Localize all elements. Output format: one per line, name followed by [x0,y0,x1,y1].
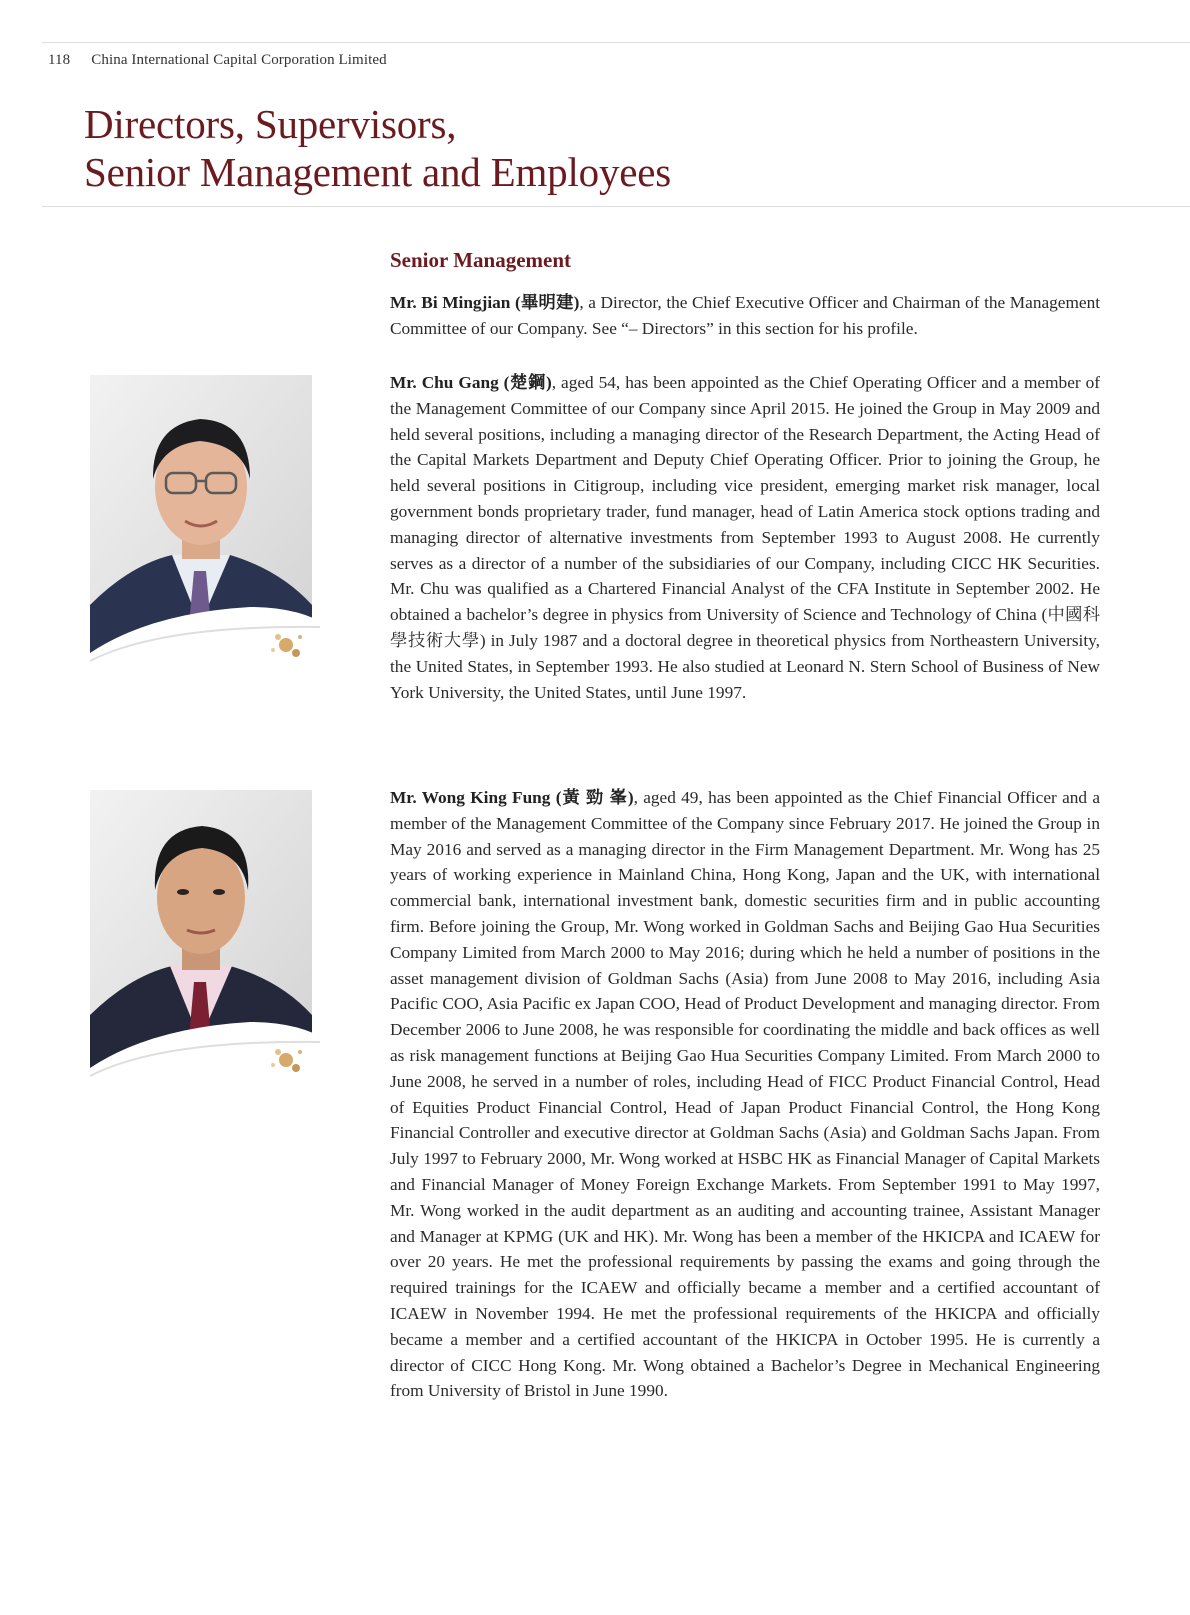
section-heading: Senior Management [390,248,572,272]
bio-name: Mr. Chu Gang (楚鋼) [390,373,552,392]
portrait-wong-king-fung [90,790,330,1095]
bio-text: , aged 49, has been appointed as the Chief Financial Officer and a member of the Management Committee of the Company since February 2017. He joined the Group in May 2016 and served as a managing director in the Firm Management Department. Mr. Wong has 25 years of working experience in Mainland China, Hong Kong, Japan and the UK, with international commercial bank, international investment bank, domestic securities firm and in public accounting firm. Before joining the Group, Mr. Wong worked in Goldman Sachs and Beijing Gao Hua Securities Company Limited from March 2000 to May 2016; during which he held a number of positions in the asset management division of Goldman Sachs (Asia) from June 2008 to May 2016, including Asia Pacific COO, Asia Pacific ex Japan COO, Head of Product Development and managing director. From December 2006 to June 2008, he was responsible for coordinating the middle and back offices as well as risk management functions at Beijing Gao Hua Securities Company Limited. From March 2000 to June 2008, he served in a number of roles, including Head of FICC Product Financial Control, Head of Equities Product Financial Control, Head of Japan Product Financial Control, the Hong Kong Financial Controller and executive director at Goldman Sachs (Asia) and Goldman Sachs Japan. From July 1997 to February 2000, Mr. Wong worked at HSBC HK as Financial Manager of Capital Markets and Financial Manager of Money Foreign Exchange Markets. From September 1991 to May 1997, Mr. Wong worked in the audit department as an auditing and accounting trainee, Assistant Manager and Manager at KPMG (UK and HK). Mr. Wong has been a member of the HKICPA and ICAEW for over 20 years. He met the professional requirements by passing the exams and going through the required trainings for the ICAEW and officially became a member and a certified accountant of ICAEW in November 1994. He met the professional requirements of the HKICPA and officially became a member and a certified accountant of the HKICPA in October 1995. He is currently a director of CICC Hong Kong. Mr. Wong obtained a Bachelor’s Degree in Mechanical Engineering from University of Bristol in June 1990. [390,788,1100,1401]
title-rule [42,206,1190,207]
bio-name: Mr. Wong King Fung (黃 勁 峯) [390,788,634,807]
company-name: China International Capital Corporation Limited [91,52,387,68]
header-rule [42,42,1190,43]
page-title-line-1: Directors, Supervisors, [84,101,457,147]
running-header [48,52,387,69]
portrait-chu-gang [90,375,330,680]
bio-name: Mr. Bi Mingjian (畢明建) [390,293,580,312]
bio-text: , aged 54, has been appointed as the Chief Operating Officer and a member of the Management Committee of our Company since April 2015. He joined the Group in May 2009 and held several positions, including a managing director of the Research Department, the Acting Head of the Capital Markets Department and Deputy Chief Operating Officer. Prior to joining the Group, he held several positions in Citigroup, including vice president, emerging market risk manager, local government bonds proprietary trader, fund manager, head of Latin America stock options trading and managing director of alternative investments from September 1993 to August 2008. He currently serves as a director of a number of the subsidiaries of our Company, including CICC HK Securities. Mr. Chu was qualified as a Chartered Financial Analyst of the CFA Institute in September 2002. He obtained a bachelor’s degree in physics from University of Science and Technology of China (中國科學技術大學) in July 1987 and a doctoral degree in theoretical physics from Northeastern University, the United States, in September 1993. He also studied at Leonard N. Stern School of Business of New York University, the United States, until June 1997. [390,373,1100,702]
page-title-line-2: Senior Management and Employees [84,149,671,195]
bio-text: , a Director, the Chief Executive Officer and Chairman of the Management Committee of our Company. See “– Directors” in this section for his profile. [390,293,1101,338]
bio-chu-gang [390,370,1100,705]
page-title [84,100,671,196]
bio-bi-mingjian [390,290,1100,342]
page-number: 118 [48,52,71,68]
bio-wong-king-fung [390,785,1100,1404]
